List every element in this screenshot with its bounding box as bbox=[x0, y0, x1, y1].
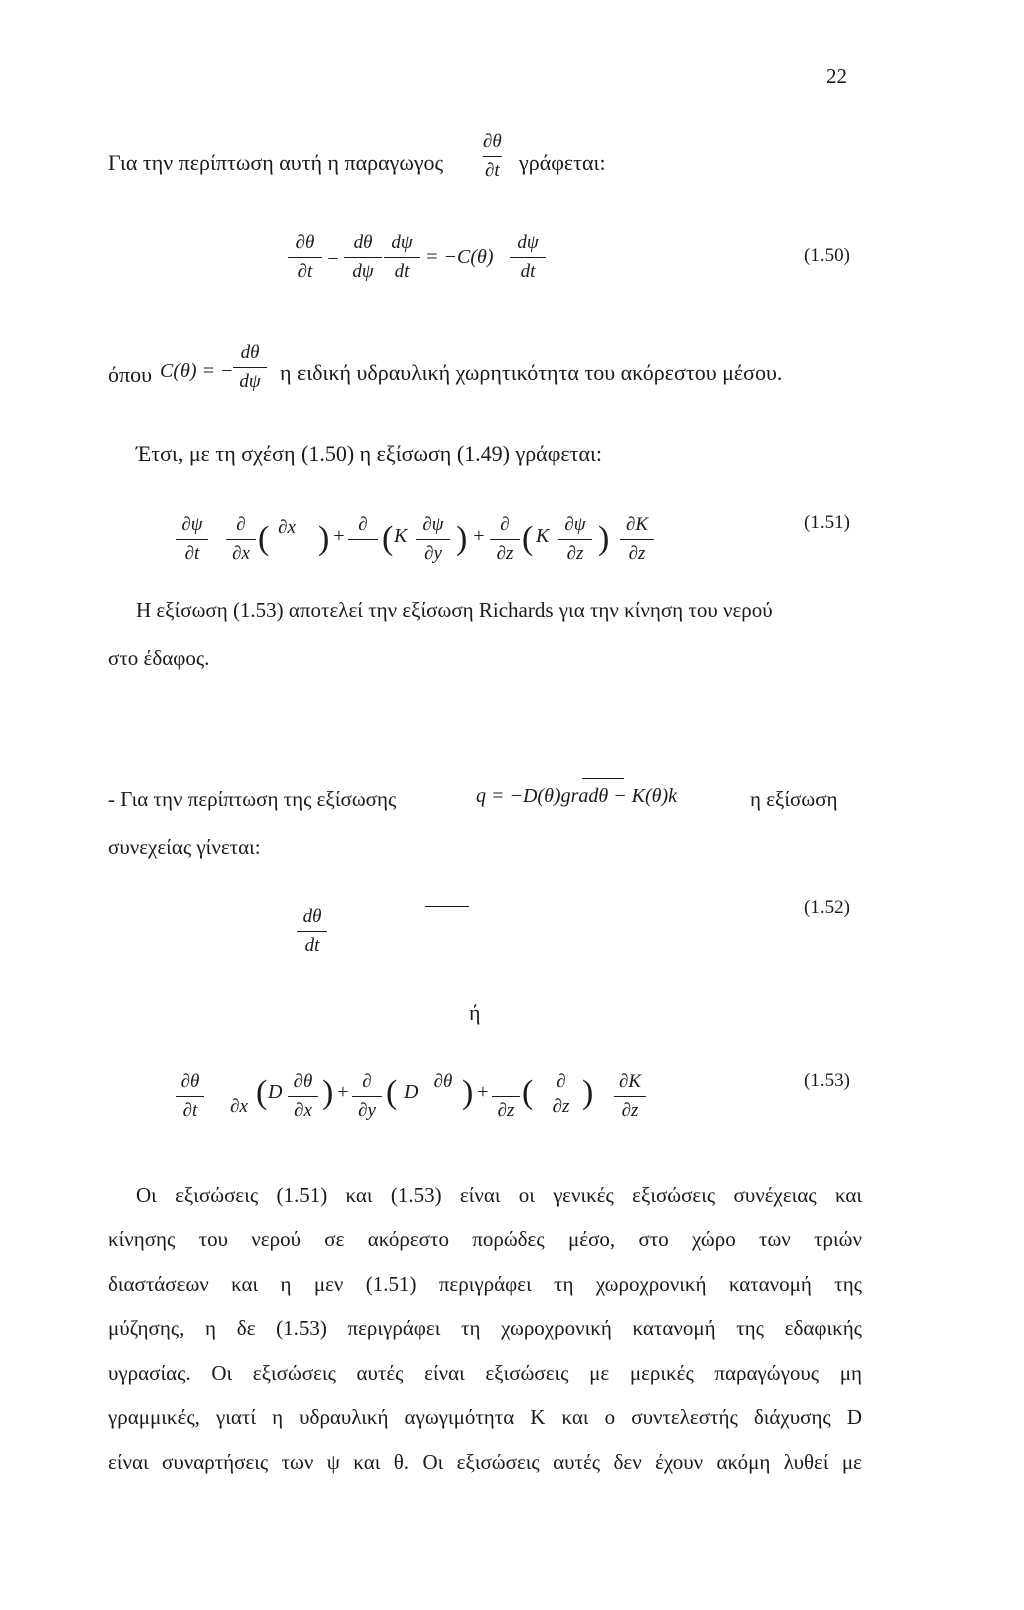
eq153-frac4: ∂ ∂y bbox=[352, 1071, 382, 1122]
case-text: - Για την περίπτωση της εξίσωσης bbox=[108, 787, 397, 811]
eq153-frac8: ∂K ∂z bbox=[614, 1071, 646, 1122]
eq151-frac7: ∂ψ ∂z bbox=[558, 514, 592, 565]
eq151-frac5: ∂ψ ∂y bbox=[416, 514, 450, 565]
eq152-vector-bar bbox=[425, 906, 469, 907]
para2-line: μύζησης, η δε (1.53) περιγράφει τη χωροχρονική κατανομή της εδαφικής bbox=[108, 1316, 862, 1340]
eq151-frac4: ∂ bbox=[348, 514, 378, 565]
para2-line: κίνησης του νερού σε ακόρεστο πορώδες μέσο, στο χώρο των τριών bbox=[108, 1227, 862, 1251]
intro-fraction bbox=[483, 131, 502, 182]
eq152-number: (1.52) bbox=[804, 897, 850, 918]
case-text-after: η εξίσωση bbox=[750, 787, 838, 811]
grad-overline bbox=[582, 778, 624, 779]
eq153-frac7: ∂ ∂z bbox=[552, 1071, 570, 1117]
eq151-frac6: ∂ ∂z bbox=[490, 514, 520, 565]
where-fraction: dθ dψ bbox=[233, 342, 267, 393]
page-number: 22 bbox=[826, 64, 847, 88]
eq152-frac: dθ dt bbox=[297, 906, 327, 957]
case-formula: q = −D(θ)gradθ − K(θ)k bbox=[476, 785, 678, 807]
eq150-number: (1.50) bbox=[804, 245, 850, 266]
intro-frac-num: ∂θ bbox=[483, 131, 502, 152]
intro-text-after: γράφεται: bbox=[519, 150, 606, 175]
thus-line: Έτσι, με τη σχέση (1.50) η εξίσωση (1.49) γράφεται: bbox=[136, 441, 603, 466]
eq150-frac4: dψ dt bbox=[510, 232, 546, 283]
or-word: ή bbox=[469, 1000, 481, 1025]
where-lhs: C(θ) = − bbox=[160, 360, 234, 382]
eq153-frac2: ∂x bbox=[230, 1096, 248, 1117]
where-prefix: όπου bbox=[108, 362, 152, 387]
para2-line: Οι εξισώσεις (1.51) και (1.53) είναι οι γενικές εξισώσεις συνέχειας και bbox=[136, 1183, 862, 1207]
intro-text: Για την περίπτωση αυτή η παραγωγος bbox=[108, 150, 444, 175]
para2-line: είναι συναρτήσεις των ψ και θ. Οι εξισώσεις αυτές δεν έχουν ακόμη λυθεί με bbox=[108, 1450, 862, 1474]
para2-line: υγρασίας. Οι εξισώσεις αυτές είναι εξισώσεις με μερικές παραγώγους μη bbox=[108, 1361, 862, 1385]
para1-line2: στο έδαφος. bbox=[108, 646, 210, 670]
para2-line: διαστάσεων και η μεν (1.51) περιγράφει τη χωροχρονική κατανομή της bbox=[108, 1272, 862, 1296]
where-text: η ειδική υδραυλική χωρητικότητα του ακόρεστου μέσου. bbox=[280, 360, 783, 385]
eq150-frac1: ∂θ ∂t bbox=[288, 232, 322, 283]
eq153-frac1: ∂θ ∂t bbox=[176, 1071, 204, 1122]
intro-frac-den: ∂t bbox=[485, 160, 500, 181]
eq150-frac2: dθ dψ bbox=[344, 232, 382, 283]
case-line2: συνεχείας γίνεται: bbox=[108, 835, 261, 859]
eq150-mid: = −C(θ) bbox=[425, 246, 494, 268]
eq153-frac6: ∂z bbox=[492, 1071, 520, 1122]
para1-line1: Η εξίσωση (1.53) αποτελεί την εξίσωση Richards για την κίνηση του νερού bbox=[136, 598, 773, 622]
eq151-frac2: ∂ ∂x bbox=[226, 514, 256, 565]
eq153-frac3: ∂θ ∂x bbox=[288, 1071, 318, 1122]
para2-line: γραμμικές, γιατί η υδραυλική αγωγιμότητα K και ο συντελεστής διάχυσης D bbox=[108, 1405, 862, 1429]
eq151-number: (1.51) bbox=[804, 512, 850, 533]
eq151-frac1: ∂ψ ∂t bbox=[176, 514, 208, 565]
eq150-frac3: dψ dt bbox=[384, 232, 420, 283]
eq151-frac8: ∂K ∂z bbox=[620, 514, 654, 565]
eq151-frac3: ∂x bbox=[278, 517, 296, 538]
eq153-frac5: ∂θ bbox=[433, 1071, 453, 1092]
eq153-number: (1.53) bbox=[804, 1070, 850, 1091]
